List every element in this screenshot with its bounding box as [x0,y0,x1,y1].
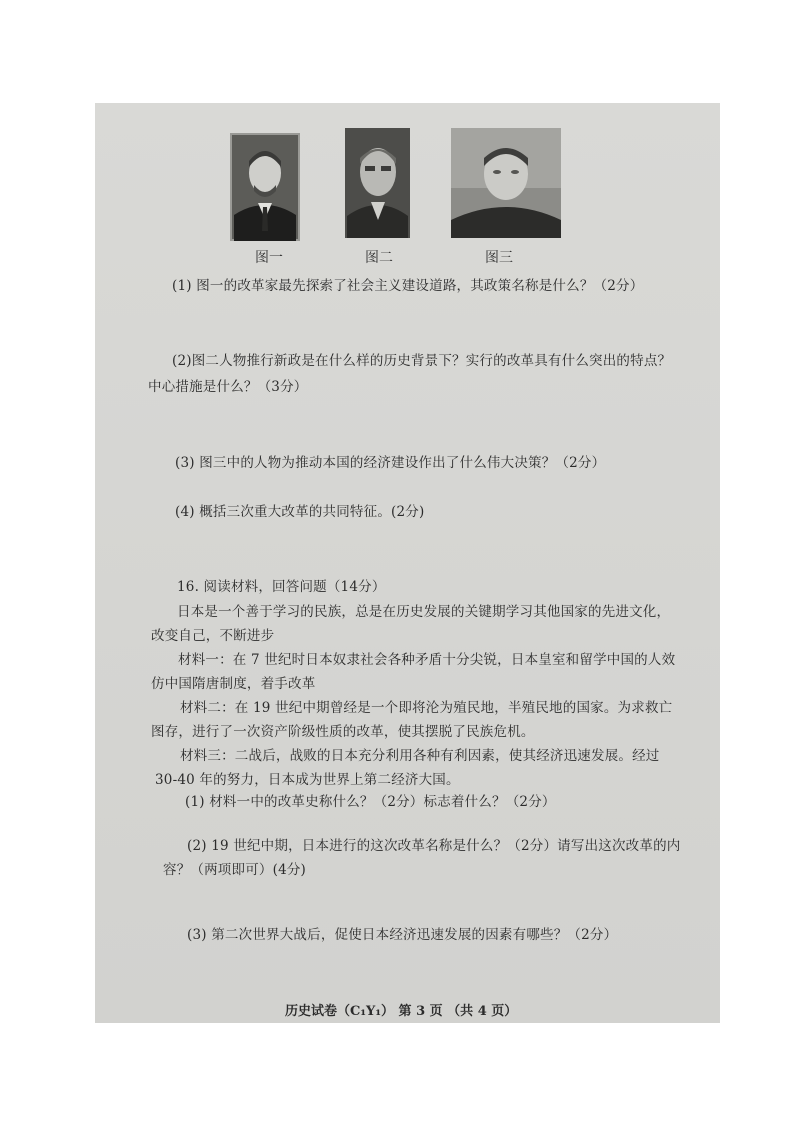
question-15-3: (3) 图三中的人物为推动本国的经济建设作出了什么伟大决策？（2分） [175,455,606,471]
question-15-1: (1) 图一的改革家最先探索了社会主义建设道路，其政策名称是什么？（2分） [172,278,644,294]
question-15-4: (4) 概括三次重大改革的共同特征。(2分) [175,504,425,520]
material-1-line-1: 材料一：在 7 世纪时日本奴隶社会各种矛盾十分尖锐，日本皇室和留学中国的人效 [178,652,676,668]
figure-caption-3: 图三 [485,250,513,266]
portrait-photo-2 [345,128,410,238]
material-2-line-1: 材料二：在 19 世纪中期曾经是一个即将沦为殖民地，半殖民地的国家。为求救亡 [180,700,673,716]
question-16-2-line-1: (2) 19 世纪中期，日本进行的这次改革名称是什么？（2分）请写出这次改革的内 [187,838,681,854]
portrait-photo-3 [451,128,561,238]
question-16-1: (1) 材料一中的改革史称什么？（2分）标志着什么？（2分） [185,794,556,810]
question-15-2-line-2: 中心措施是什么？（3分） [148,379,308,395]
material-3-line-2: 30-40 年的努力，日本成为世界上第二经济大国。 [155,772,460,788]
material-3-line-1: 材料三：二战后，战败的日本充分利用各种有利因素，使其经济迅速发展。经过 [180,748,660,764]
figure-caption-1: 图一 [255,250,283,266]
material-1-line-2: 仿中国隋唐制度，着手改革 [151,676,316,692]
question-16-title: 16. 阅读材料，回答问题（14分） [177,579,386,595]
page-footer: 历史试卷（C₁Y₁） 第 3 页 （共 4 页） [285,1004,518,1019]
question-16-intro-line-2: 改变自己，不断进步 [151,628,275,644]
figure-caption-2: 图二 [365,250,393,266]
question-16-2-line-2: 容？（两项即可）(4分) [163,862,307,878]
question-16-3: (3) 第二次世界大战后，促使日本经济迅速发展的因素有哪些？（2分） [187,927,618,943]
exam-page [95,103,720,1023]
portrait-photo-1 [230,133,300,241]
material-2-line-2: 图存，进行了一次资产阶级性质的改革，使其摆脱了民族危机。 [151,724,535,740]
question-16-intro-line-1: 日本是一个善于学习的民族，总是在历史发展的关键期学习其他国家的先进文化， [177,604,671,620]
question-15-2-line-1: (2)图二人物推行新政是在什么样的历史背景下？实行的改革具有什么突出的特点？ [172,353,672,369]
